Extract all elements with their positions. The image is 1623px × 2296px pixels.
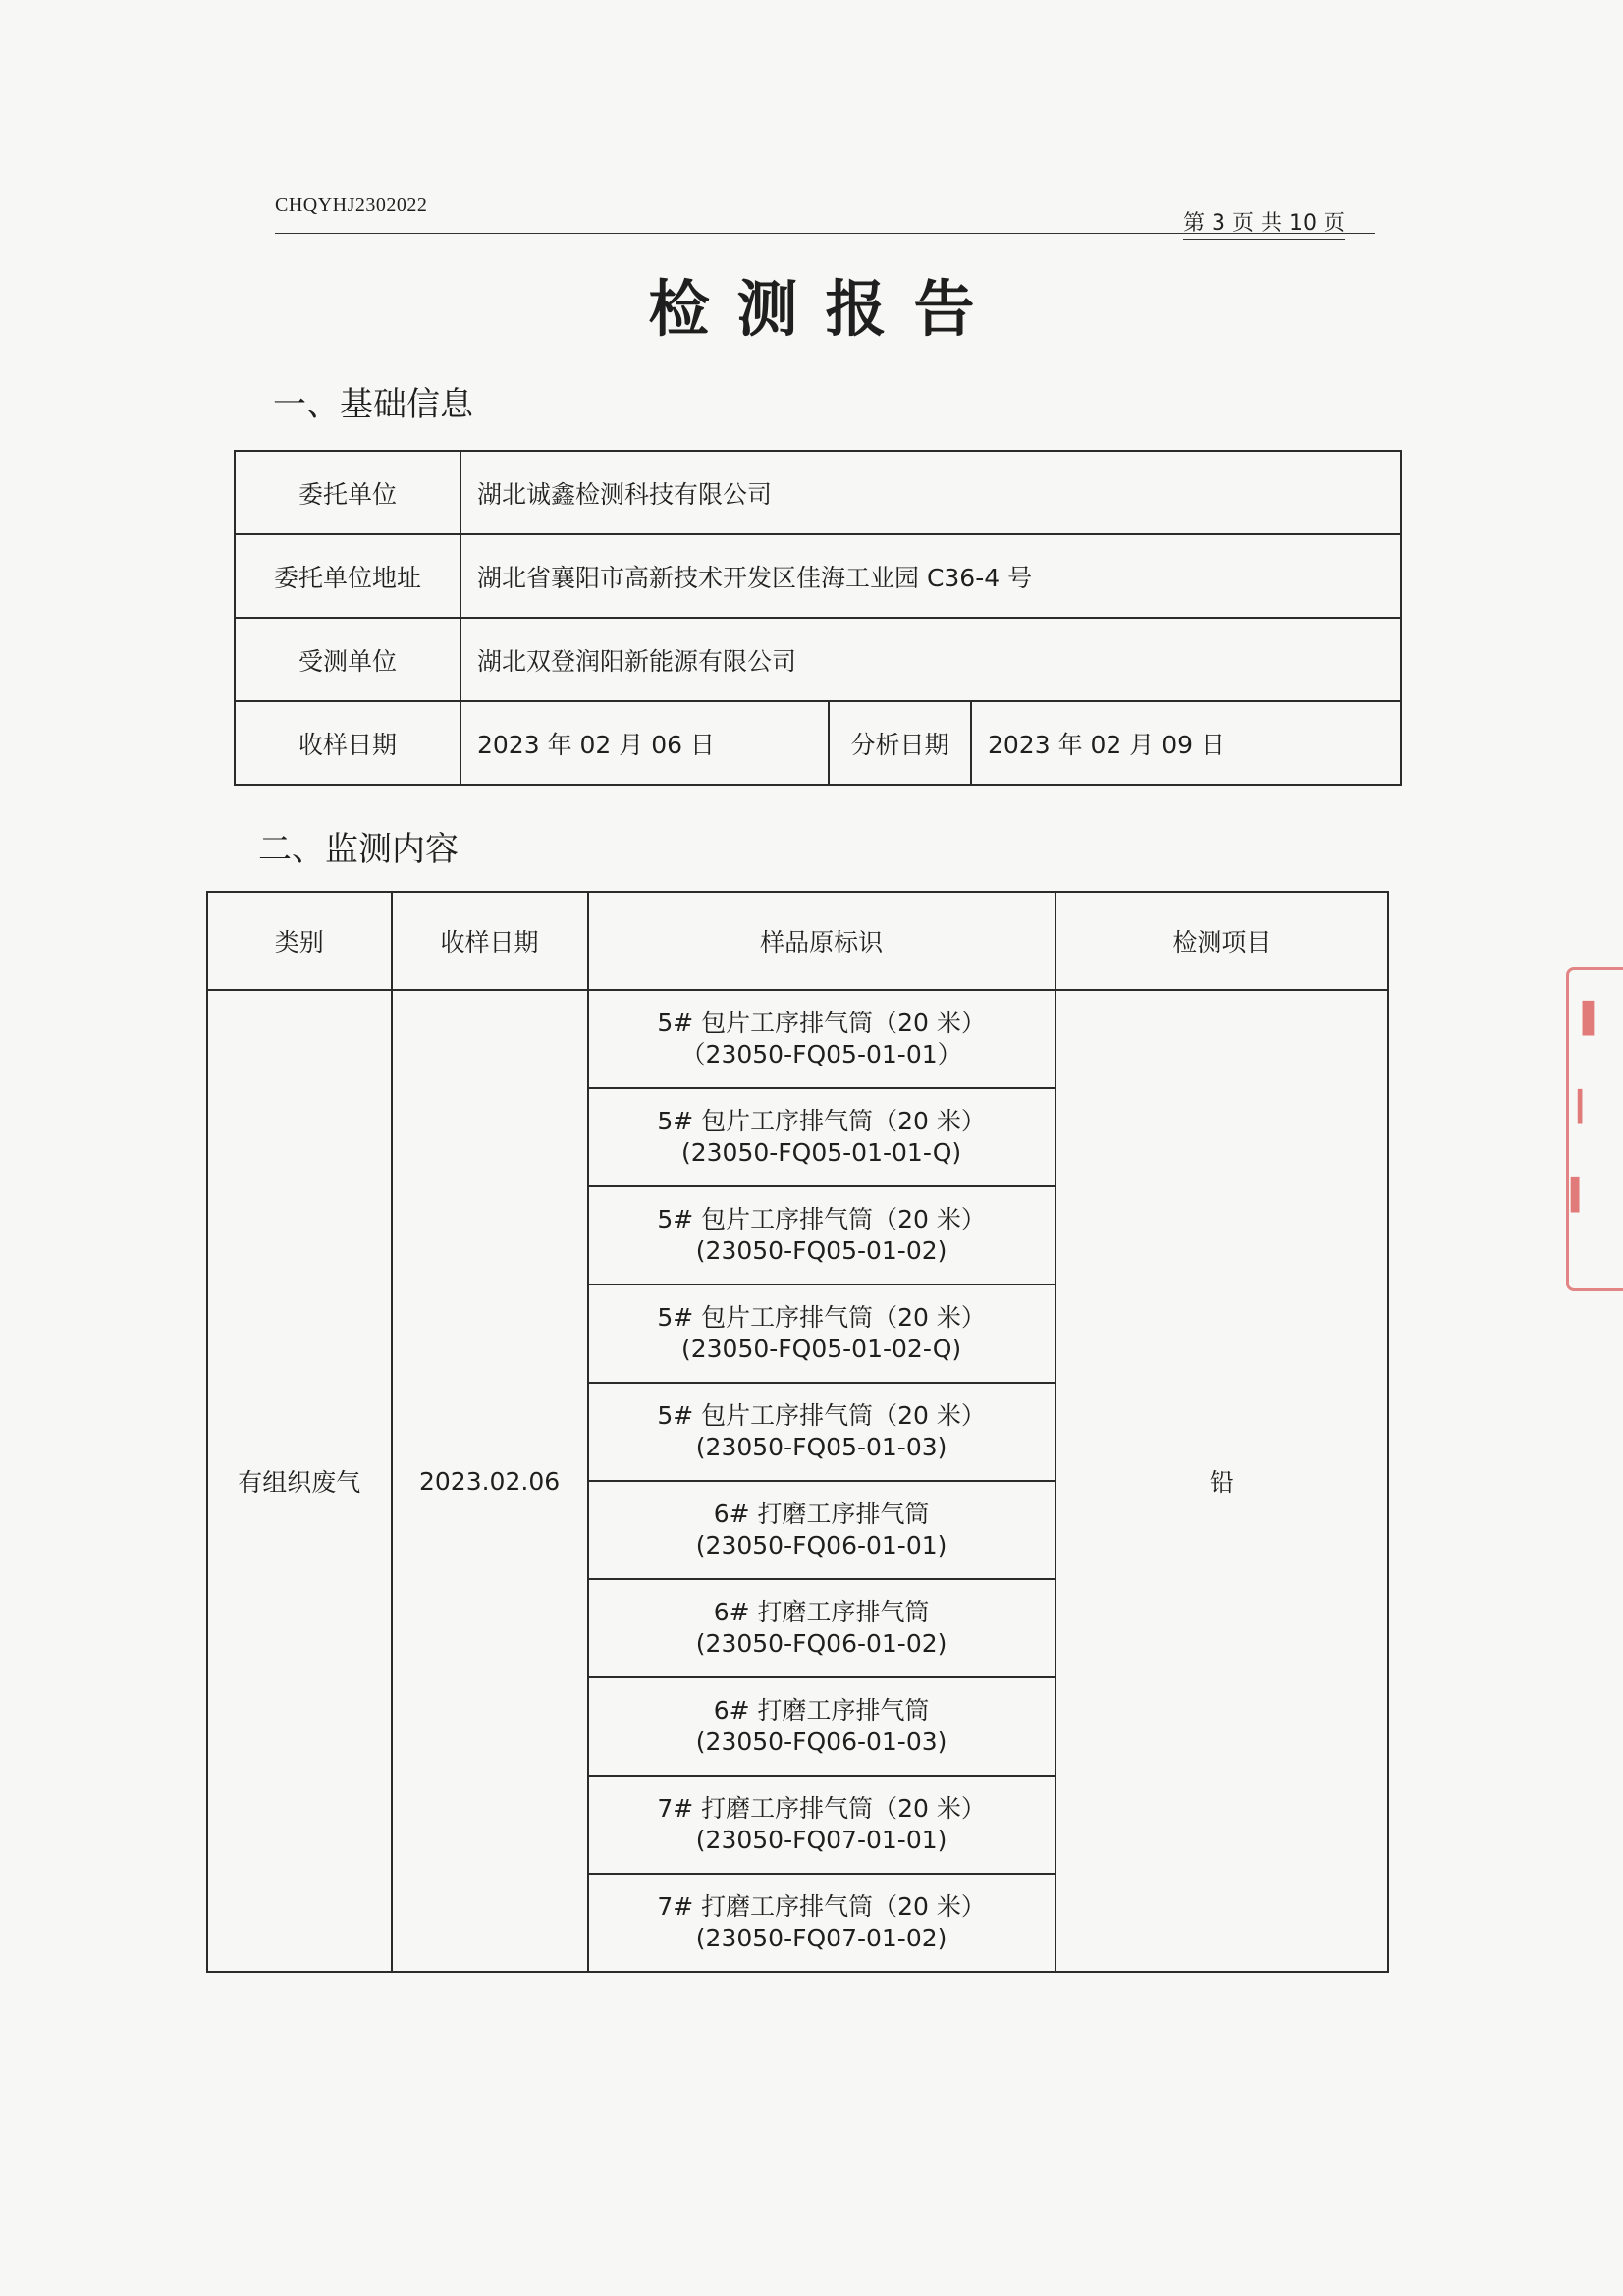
sample-cell bbox=[588, 990, 1055, 1088]
client-address-value: 湖北省襄阳市高新技术开发区佳海工业园 C36-4 号 bbox=[460, 534, 1401, 618]
sample-name: 5# 包片工序排气筒（20 米） bbox=[657, 1009, 986, 1037]
sample-code: (23050-FQ07-01-02) bbox=[695, 1924, 947, 1952]
sample-code: (23050-FQ05-01-03) bbox=[695, 1433, 947, 1461]
sample-cell bbox=[588, 1677, 1055, 1776]
client-label: 委托单位 bbox=[235, 451, 460, 534]
sample-name: 6# 打磨工序排气筒 bbox=[713, 1696, 930, 1724]
sample-cell bbox=[588, 1383, 1055, 1481]
category-cell: 有组织废气 bbox=[207, 990, 392, 1972]
section-basic-info-title: 一、基础信息 bbox=[273, 385, 473, 424]
sample-code: （23050-FQ05-01-01） bbox=[680, 1040, 962, 1068]
sample-name: 6# 打磨工序排气筒 bbox=[713, 1500, 930, 1528]
header-category: 类别 bbox=[207, 892, 392, 990]
seal-stamp-fragment: ┃ bbox=[1571, 1090, 1590, 1124]
sample-cell bbox=[588, 1088, 1055, 1186]
sample-cell bbox=[588, 1186, 1055, 1285]
header-sample-id: 样品原标识 bbox=[588, 892, 1055, 990]
sample-code: (23050-FQ07-01-01) bbox=[695, 1826, 947, 1854]
client-value: 湖北诚鑫检测科技有限公司 bbox=[460, 451, 1401, 534]
sample-cell bbox=[588, 1481, 1055, 1579]
table-row bbox=[207, 990, 1388, 1088]
info-row bbox=[235, 451, 1401, 534]
header-divider bbox=[275, 233, 1375, 234]
sample-name: 6# 打磨工序排气筒 bbox=[713, 1598, 930, 1626]
page-indicator: 第 3 页 共 10 页 bbox=[1183, 206, 1345, 240]
info-row bbox=[235, 701, 1401, 785]
tested-unit-value: 湖北双登润阳新能源有限公司 bbox=[460, 618, 1401, 701]
test-item-cell: 铅 bbox=[1055, 990, 1388, 1972]
client-address-label: 委托单位地址 bbox=[235, 534, 460, 618]
sample-code: (23050-FQ05-01-02) bbox=[695, 1236, 947, 1265]
info-row bbox=[235, 618, 1401, 701]
section-monitoring-title: 二、监测内容 bbox=[258, 830, 459, 869]
table-header-row bbox=[207, 892, 1388, 990]
analysis-date-label: 分析日期 bbox=[829, 701, 971, 785]
sample-name: 5# 包片工序排气筒（20 米） bbox=[657, 1303, 986, 1332]
sample-date-value: 2023 年 02 月 06 日 bbox=[460, 701, 829, 785]
header-sample-date: 收样日期 bbox=[392, 892, 588, 990]
document-title: 检测报告 bbox=[648, 273, 1002, 345]
monitoring-table bbox=[206, 891, 1389, 1973]
sample-code: (23050-FQ06-01-03) bbox=[695, 1727, 947, 1756]
sample-cell bbox=[588, 1776, 1055, 1874]
sample-cell bbox=[588, 1579, 1055, 1677]
sample-date-cell: 2023.02.06 bbox=[392, 990, 588, 1972]
sample-code: (23050-FQ05-01-01-Q) bbox=[680, 1138, 962, 1167]
sample-name: 7# 打磨工序排气筒（20 米） bbox=[657, 1892, 986, 1921]
sample-name: 7# 打磨工序排气筒（20 米） bbox=[657, 1794, 986, 1823]
tested-unit-label: 受测单位 bbox=[235, 618, 460, 701]
sample-name: 5# 包片工序排气筒（20 米） bbox=[657, 1401, 986, 1430]
sample-cell bbox=[588, 1874, 1055, 1972]
seal-stamp-fragment: ▐ bbox=[1571, 1002, 1595, 1036]
sample-date-label: 收样日期 bbox=[235, 701, 460, 785]
sample-code: (23050-FQ05-01-02-Q) bbox=[680, 1335, 962, 1363]
sample-name: 5# 包片工序排气筒（20 米） bbox=[657, 1107, 986, 1135]
seal-stamp-fragment: ▍ bbox=[1571, 1178, 1595, 1213]
sample-code: (23050-FQ06-01-02) bbox=[695, 1629, 947, 1658]
sample-name: 5# 包片工序排气筒（20 米） bbox=[657, 1205, 986, 1233]
info-row bbox=[235, 534, 1401, 618]
basic-info-table bbox=[234, 450, 1402, 786]
sample-cell bbox=[588, 1285, 1055, 1383]
sample-code: (23050-FQ06-01-01) bbox=[695, 1531, 947, 1559]
analysis-date-value: 2023 年 02 月 09 日 bbox=[971, 701, 1401, 785]
header-test-item: 检测项目 bbox=[1055, 892, 1388, 990]
report-code: CHQYHJ2302022 bbox=[275, 194, 428, 216]
